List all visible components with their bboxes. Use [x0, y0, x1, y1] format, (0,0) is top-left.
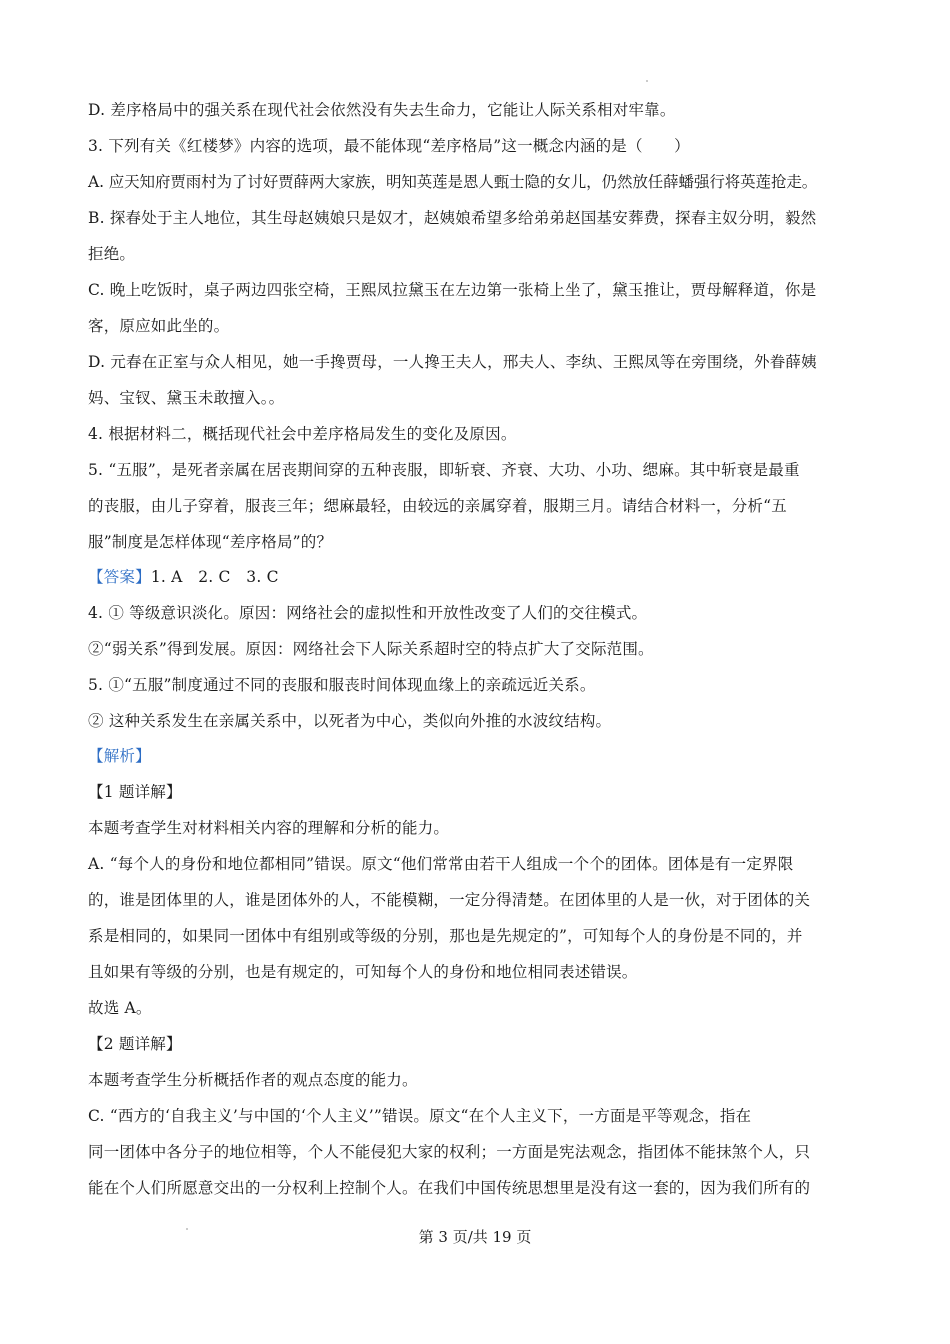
- question-5-cont-1: 的丧服，由儿子穿着，服丧三年；缌麻最轻，由较远的亲属穿着，服期三月。请结合材料一，分析“五: [88, 497, 787, 515]
- q2-line-4: 能在个人们所愿意交出的一分权利上控制个人。在我们中国传统思想里是没有这一套的，因为我们所有的: [88, 1179, 811, 1197]
- answer-tag: 【答案】: [88, 568, 151, 586]
- answer-4-2: ②“弱关系”得到发展。原因：网络社会下人际关系超时空的特点扩大了交际范围。: [88, 640, 654, 658]
- q2-line-1: 本题考查学生分析概括作者的观点态度的能力。: [88, 1071, 418, 1089]
- answer-line: [88, 567, 878, 587]
- answer-text: 1. A 2. C 3. C: [150, 568, 279, 586]
- q2-heading: 【2 题详解】: [88, 1035, 182, 1053]
- answer-4-1: 4. ① 等级意识淡化。原因：网络社会的虚拟性和开放性改变了人们的交往模式。: [88, 604, 648, 622]
- q3-option-b-cont: 拒绝。: [88, 245, 136, 263]
- q1-line-4: 系是相同的，如果同一团体中有组别或等级的分别，那也是先规定的”，可知每个人的身份是不同的，并: [88, 927, 803, 945]
- analysis-tag: 【解析】: [88, 747, 151, 765]
- q1-heading: 【1 题详解】: [88, 783, 182, 801]
- question-5-cont-2: 服”制度是怎样体现“差序格局”的？: [88, 533, 333, 551]
- q2-line-2: C. “西方的‘自我主义’与中国的‘个人主义’”错误。原文“在个人主义下，一方面是平等观念，指在: [88, 1107, 752, 1125]
- q1-line-3: 的，谁是团体里的人，谁是团体外的人，不能模糊，一定分得清楚。在团体里的人是一伙，对于团体的关: [88, 891, 811, 909]
- q2-line-3: 同一团体中各分子的地位相等，个人不能侵犯大家的权利；一方面是宪法观念，指团体不能抹煞个人，只: [88, 1143, 811, 1161]
- q3-option-c: C. 晚上吃饭时，桌子两边四张空椅，王熙凤拉黛玉在左边第一张椅上坐了，黛玉推让，贾母解释道，你是: [88, 281, 817, 299]
- q1-line-2: A. “每个人的身份和地位都相同”错误。原文“他们常常由若干人组成一个个的团体。团体是有一定界限: [88, 855, 794, 873]
- question-4: 4. 根据材料二，概括现代社会中差序格局发生的变化及原因。: [88, 425, 517, 443]
- q3-option-d: D. 元春在正室与众人相见，她一手搀贾母，一人搀王夫人，邢夫人、李纨、王熙凤等在旁围绕，外眷薛姨: [88, 353, 817, 371]
- q3-option-c-cont: 客，原应如此坐的。: [88, 317, 230, 335]
- q3-option-b: B. 探春处于主人地位，其生母赵姨娘只是奴才，赵姨娘希望多给弟弟赵国基安葬费，探春主奴分明，毅然: [88, 209, 817, 227]
- option-d-q2: D. 差序格局中的强关系在现代社会依然没有失去生命力，它能让人际关系相对牢靠。: [88, 101, 676, 119]
- question-3: 3. 下列有关《红楼梦》内容的选项，最不能体现“差序格局”这一概念内涵的是（ ）: [88, 137, 690, 155]
- answer-5-2: ② 这种关系发生在亲属关系中，以死者为中心，类似向外推的水波纹结构。: [88, 712, 612, 730]
- q1-line-1: 本题考查学生对材料相关内容的理解和分析的能力。: [88, 819, 450, 837]
- answer-5-1: 5. ①“五服”制度通过不同的丧服和服丧时间体现血缘上的亲疏远近关系。: [88, 676, 596, 694]
- q3-option-d-cont: 妈、宝钗、黛玉未敢擅入。。: [88, 389, 285, 407]
- q1-line-5: 且如果有等级的分别，也是有规定的，可知每个人的身份和地位相同表述错误。: [88, 963, 638, 981]
- page-footer: 第 3 页/共 19 页: [418, 1228, 532, 1246]
- q1-line-6: 故选 A。: [88, 999, 152, 1017]
- question-5: 5. “五服”，是死者亲属在居丧期间穿的五种丧服，即斩衰、齐衰、大功、小功、缌麻。其中斩衰是最重: [88, 461, 800, 479]
- scan-speck: [646, 80, 648, 82]
- q3-option-a: A. 应天知府贾雨村为了讨好贾薛两大家族，明知英莲是恩人甄士隐的女儿，仍然放任薛蟠强行将英莲抢走。: [88, 173, 818, 191]
